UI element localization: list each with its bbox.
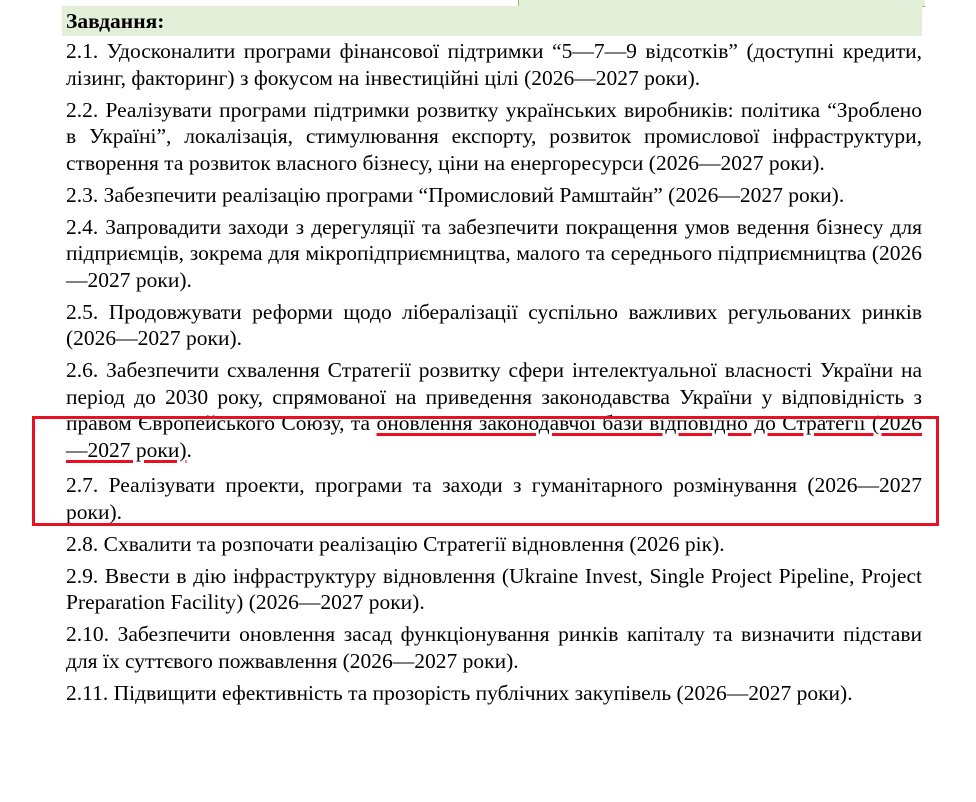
section-header — [62, 6, 922, 36]
task-item-2-8: 2.8. Схвалити та розпочати реалізацію Стратегії відновлення (2026 рік). — [66, 531, 725, 556]
task-item-2-7: 2.7. Реалізувати проекти, програми та заходи з гуманітарного розмінування (2026—2027 роки). — [66, 473, 922, 524]
task-list — [66, 38, 922, 712]
task-item-2-3: 2.3. Забезпечити реалізацію програми “Промисловий Рамштайн” (2026—2027 роки). — [66, 182, 845, 207]
task-item-2-6-end: . — [186, 437, 192, 462]
task-item-2-2: 2.2. Реалізувати програми підтримки розвитку українських виробників: політика “Зроблено в Україні”, локалізація, стимулювання експорту, розвиток промислової інфраструктури, створення та розвиток власного бізнесу, ціни на енергоресурси (2026—2027 роки). — [66, 97, 922, 175]
section-title: Завдання: — [66, 9, 165, 33]
task-item-2-6-text: 2.6. Забезпечити схвалення Стратегії розвитку сфери інтелектуальної власності України на період до 2030 року, спрямованої на приведення законодавства України у відповідність з правом Європейського Союзу, та — [66, 358, 922, 435]
task-item-2-11: 2.11. Підвищити ефективність та прозорість публічних закупівель (2026—2027 роки). — [66, 680, 853, 705]
task-item-2-1: 2.1. Удосконалити програми фінансової підтримки “5—7—9 відсотків” (доступні кредити, лізинг, факторинг) з фокусом на інвестиційні цілі (2026—2027 роки). — [66, 39, 922, 90]
task-item-2-9: 2.9. Ввести в дію інфраструктуру відновлення (Ukraine Invest, Single Project Pipeline, Project Preparation Facility) (2026—2027 роки). — [66, 563, 922, 614]
task-item-2-6 — [66, 357, 922, 463]
task-item-2-4: 2.4. Запровадити заходи з дерегуляції та забезпечити покращення умов ведення бізнесу для підприємців, зокрема для мікропідприємництва, малого та середнього підприємництва (2026—2027 роки). — [66, 214, 922, 292]
task-item-2-5: 2.5. Продовжувати реформи щодо лібералізації суспільно важливих регульованих ринків (2026—2027 роки). — [66, 299, 922, 350]
underlined-phrase: оновлення законодавчої бази відповідно до Стратегії (2026—2027 роки) — [66, 411, 922, 462]
task-item-2-10: 2.10. Забезпечити оновлення засад функціонування ринків капіталу та визначити підстави для їх суттєвого пожвавлення (2026—2027 роки). — [66, 622, 922, 673]
